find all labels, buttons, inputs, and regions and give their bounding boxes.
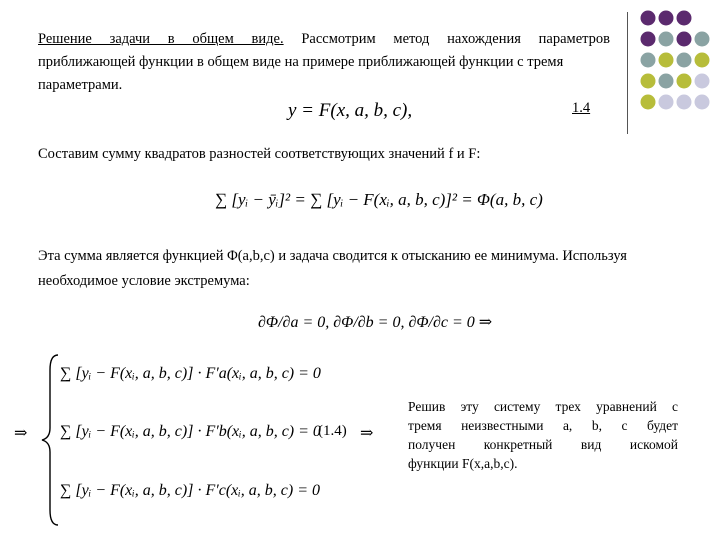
decorative-dot [641,32,656,47]
system-row-2: ∑ [yᵢ − F(xᵢ, a, b, c)] · F′b(xᵢ, a, b, c) = 0 [60,423,321,440]
function-line-2: необходимое условие экстремума: [38,273,250,289]
decorative-dot [641,74,656,89]
decorative-dot [695,74,710,89]
main-equation: y = F(x, a, b, c), [288,100,413,121]
decorative-dot [659,11,674,26]
equation-number: 1.4 [572,100,591,116]
note-line-3: получен конкретный вид искомой [408,437,678,452]
decorative-dot [659,32,674,47]
system-implies: ⇒ [360,425,374,442]
decorative-dot [695,95,710,110]
intro-line-3: параметрами. [38,77,123,93]
note-line-4: функции F(x,a,b,c). [408,456,518,471]
heading-underlined: Решение задачи в общем виде. [38,31,284,47]
implies-arrow: ⇒ [14,425,28,442]
system-label: (1.4) [318,423,347,439]
intro-rest: Рассмотрим метод нахождения параметров [283,31,610,47]
decorative-dot [641,95,656,110]
sum-equation: ∑ [yᵢ − ȳᵢ]² = ∑ [yᵢ − F(xᵢ, a, b, c)]² = Φ(a, b, c) [215,190,543,209]
decorative-dots [640,10,712,120]
intro-line-2: приближающей функции в общем виде на примере приближающей функции с тремя [38,54,564,70]
system-row-1: ∑ [yᵢ − F(xᵢ, a, b, c)] · F′a(xᵢ, a, b, c) = 0 [60,365,321,382]
decorative-dot [677,95,692,110]
partial-equations: ∂Φ/∂a = 0, ∂Φ/∂b = 0, ∂Φ/∂c = 0 ⇒ [258,314,493,331]
intro-line-1 [38,28,610,50]
decorative-dot [641,53,656,68]
function-line-1: Эта сумма является функцией Φ(a,b,c) и задача сводится к отысканию ее минимума. Используя [38,248,627,264]
vertical-rule [627,12,628,134]
system-row-3: ∑ [yᵢ − F(xᵢ, a, b, c)] · F′c(xᵢ, a, b, c) = 0 [60,482,321,499]
decorative-dot [677,74,692,89]
decorative-dot [695,32,710,47]
decorative-dot [659,95,674,110]
decorative-dot [677,11,692,26]
note-line-1: Решив эту систему трех уравнений с [408,399,678,414]
decorative-dot [641,11,656,26]
decorative-dot [659,53,674,68]
decorative-dot [695,53,710,68]
note-line-2: тремя неизвестными a, b, c будет [408,418,678,433]
decorative-dot [659,74,674,89]
decorative-dot [677,53,692,68]
decorative-dot [677,32,692,47]
sum-text: Составим сумму квадратов разностей соответствующих значений f и F: [38,146,481,162]
